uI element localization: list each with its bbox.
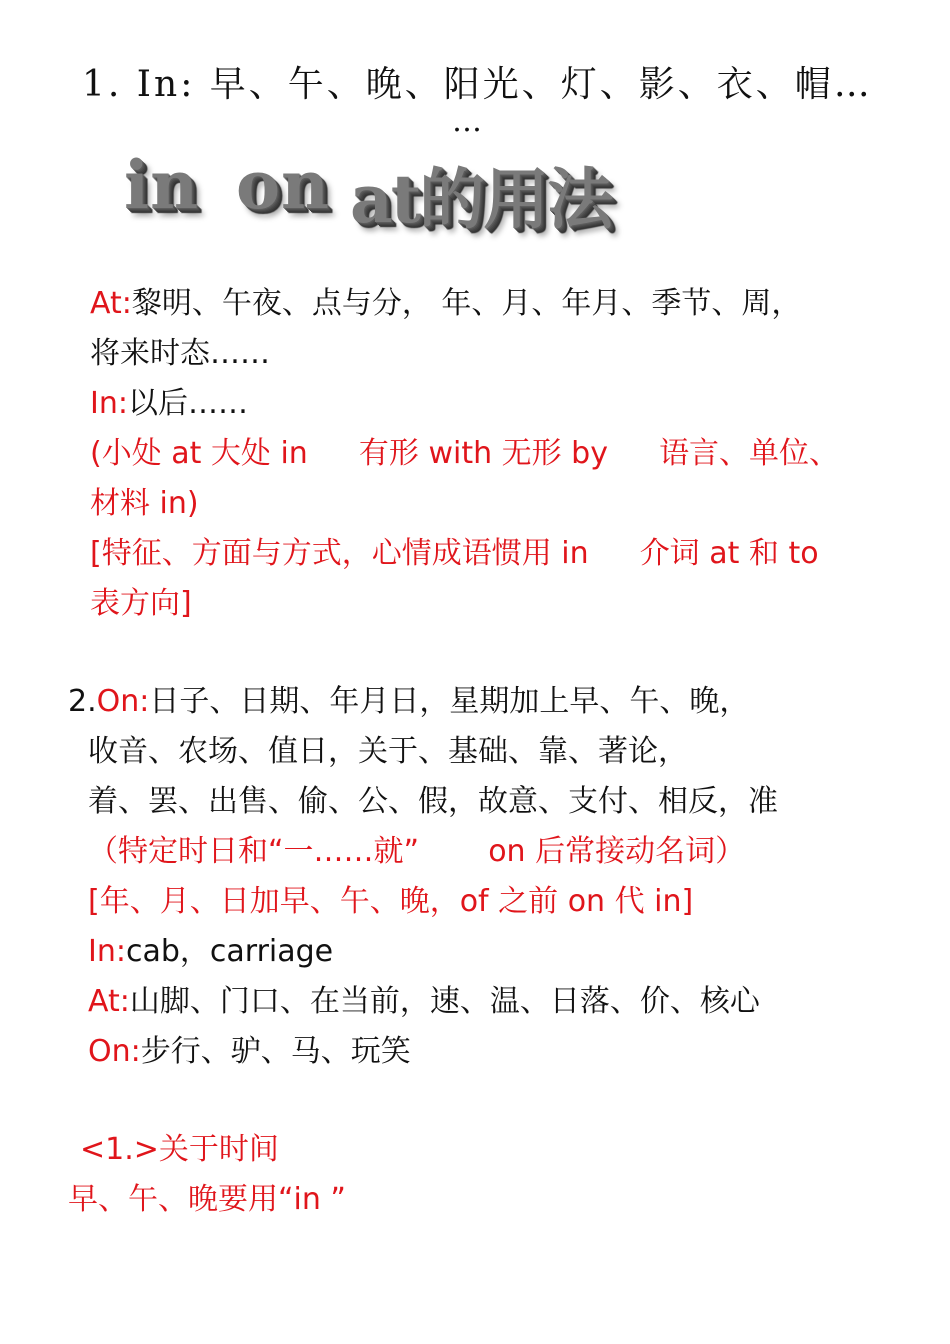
rule-gerund: on 后常接动名词） (488, 834, 746, 869)
on-label: On: (96, 684, 150, 719)
at-label-2: At: (88, 984, 130, 1019)
at-line-2: 将来时态…… (90, 336, 270, 371)
heading-ellipsis: … (452, 104, 482, 139)
rule-line-4: [年、月、日加早、午、晚，of 之前 on 代 in] (88, 884, 694, 919)
on-line-3: 着、罢、出售、偷、公、假，故意、支付、相反，准 (88, 784, 778, 819)
title-art-on: on (236, 146, 331, 224)
heading-in-time: 1. In: 早、午、晚、阳光、灯、影、衣、帽… (82, 64, 873, 105)
title-art-in: in (124, 146, 200, 224)
at-line (90, 284, 801, 324)
in-label: In: (90, 386, 128, 421)
rule-line-3 (88, 832, 745, 872)
rule-small-big: (小处 at 大处 in (90, 436, 308, 471)
rule-language: 语言、单位、 (659, 436, 840, 471)
time-heading: <1.>关于时间 (80, 1132, 279, 1167)
rule-line-1b: 材料 in) (90, 486, 199, 521)
in-text: 以后…… (127, 386, 248, 421)
on-label-2: On: (88, 1034, 141, 1069)
on-text: 日子、日期、年月日，星期加上早、午、晚， (149, 684, 750, 719)
at-label: At: (90, 286, 132, 321)
at-text: 黎明、午夜、点与分， 年、月、年月、季节、周， (131, 286, 802, 321)
rule-features: [特征、方面与方式，心情成语惯用 in (90, 536, 589, 571)
in-cab-line (88, 932, 333, 972)
rule-line-1 (90, 434, 839, 474)
title-art-at-usage: at的用法 (350, 160, 612, 238)
on-line-2: 收音、农场、值日，关于、基础、靠、著论， (88, 734, 688, 769)
time-rule: 早、午、晚要用“in ” (68, 1182, 346, 1217)
rule-line-2 (90, 534, 819, 574)
on-line (68, 682, 749, 722)
at-place-text: 山脚、门口、在当前，速、温、日落、价、核心 (129, 984, 760, 1019)
rule-with-by: 有形 with 无形 by (358, 436, 608, 471)
on-foot-text: 步行、驴、马、玩笑 (140, 1034, 411, 1069)
rule-at-to: 介词 at 和 to (639, 536, 819, 571)
in-label-2: In: (88, 934, 126, 969)
in-cab-text: cab，carriage (125, 934, 334, 969)
rule-specific-day: （特定时日和“一……就” (88, 834, 420, 869)
rule-line-2b: 表方向] (90, 586, 192, 621)
section-number: 2. (68, 684, 97, 719)
on-foot-line (88, 1032, 411, 1072)
in-line (90, 384, 248, 424)
at-place-line (88, 982, 760, 1022)
